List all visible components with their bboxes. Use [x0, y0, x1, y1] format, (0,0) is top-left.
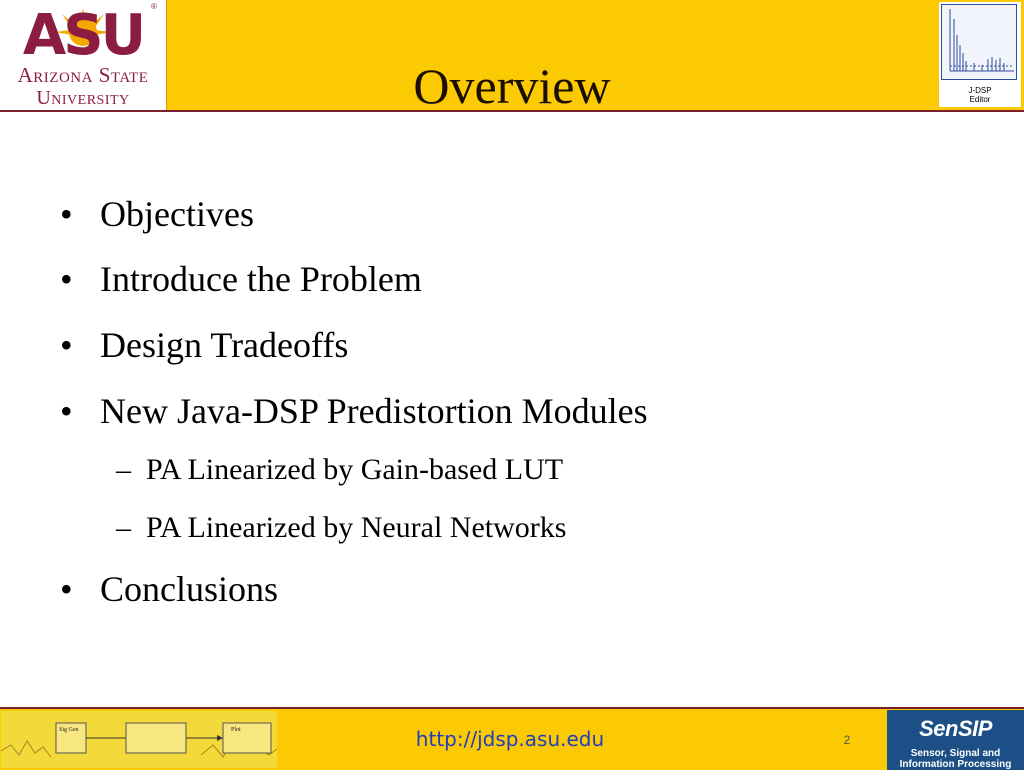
bullet-text: Design Tradeoffs	[100, 325, 349, 365]
jdsp-caption-2: Editor	[969, 95, 991, 104]
slide-footer	[0, 707, 1024, 781]
sensip-logo	[887, 710, 1024, 781]
jdsp-caption-1: J-DSP	[968, 86, 992, 95]
sub-bullet-marker: –	[116, 453, 131, 486]
bullet-item	[60, 569, 279, 609]
bullet-item	[60, 194, 254, 234]
asu-letters: ASU	[22, 3, 144, 60]
asu-name-line2: University	[36, 87, 130, 109]
bullet-marker: •	[60, 259, 73, 299]
sensip-name: SenSIP	[919, 716, 992, 741]
bullet-item	[60, 325, 349, 365]
bullet-text: Objectives	[100, 194, 254, 234]
sensip-line2: Information Processing Center	[899, 759, 1012, 781]
bullet-marker: •	[60, 194, 73, 234]
bullet-marker: •	[60, 569, 73, 609]
block-diagram-thumbnail	[1, 711, 277, 768]
slide-title: Overview	[413, 58, 611, 114]
bullet-marker: •	[60, 325, 73, 365]
sub-bullet-item	[116, 453, 564, 487]
sensip-line1: Sensor, Signal and	[910, 748, 1001, 759]
bullet-text: Conclusions	[100, 569, 279, 609]
sub-bullet-marker: –	[116, 511, 131, 544]
middle-block	[126, 723, 186, 753]
sub-bullet-item	[116, 511, 567, 545]
footer-url-link[interactable]: http://jdsp.asu.edu	[415, 727, 605, 751]
bullet-item	[60, 391, 648, 431]
plot-label: Plot	[231, 727, 241, 733]
bullet-text: Introduce the Problem	[100, 259, 422, 299]
bullet-text: New Java-DSP Predistortion Modules	[100, 391, 648, 431]
page-number: 2	[843, 733, 851, 747]
sub-bullet-text: PA Linearized by Gain-based LUT	[146, 453, 564, 486]
bullet-marker: •	[60, 391, 73, 431]
asu-name-line1: Arizona State	[17, 63, 149, 87]
bullet-item	[60, 259, 422, 299]
registered-mark: ®	[151, 2, 157, 11]
sub-bullet-text: PA Linearized by Neural Networks	[146, 511, 567, 544]
sig-gen-label: Sig Gen	[59, 727, 79, 733]
